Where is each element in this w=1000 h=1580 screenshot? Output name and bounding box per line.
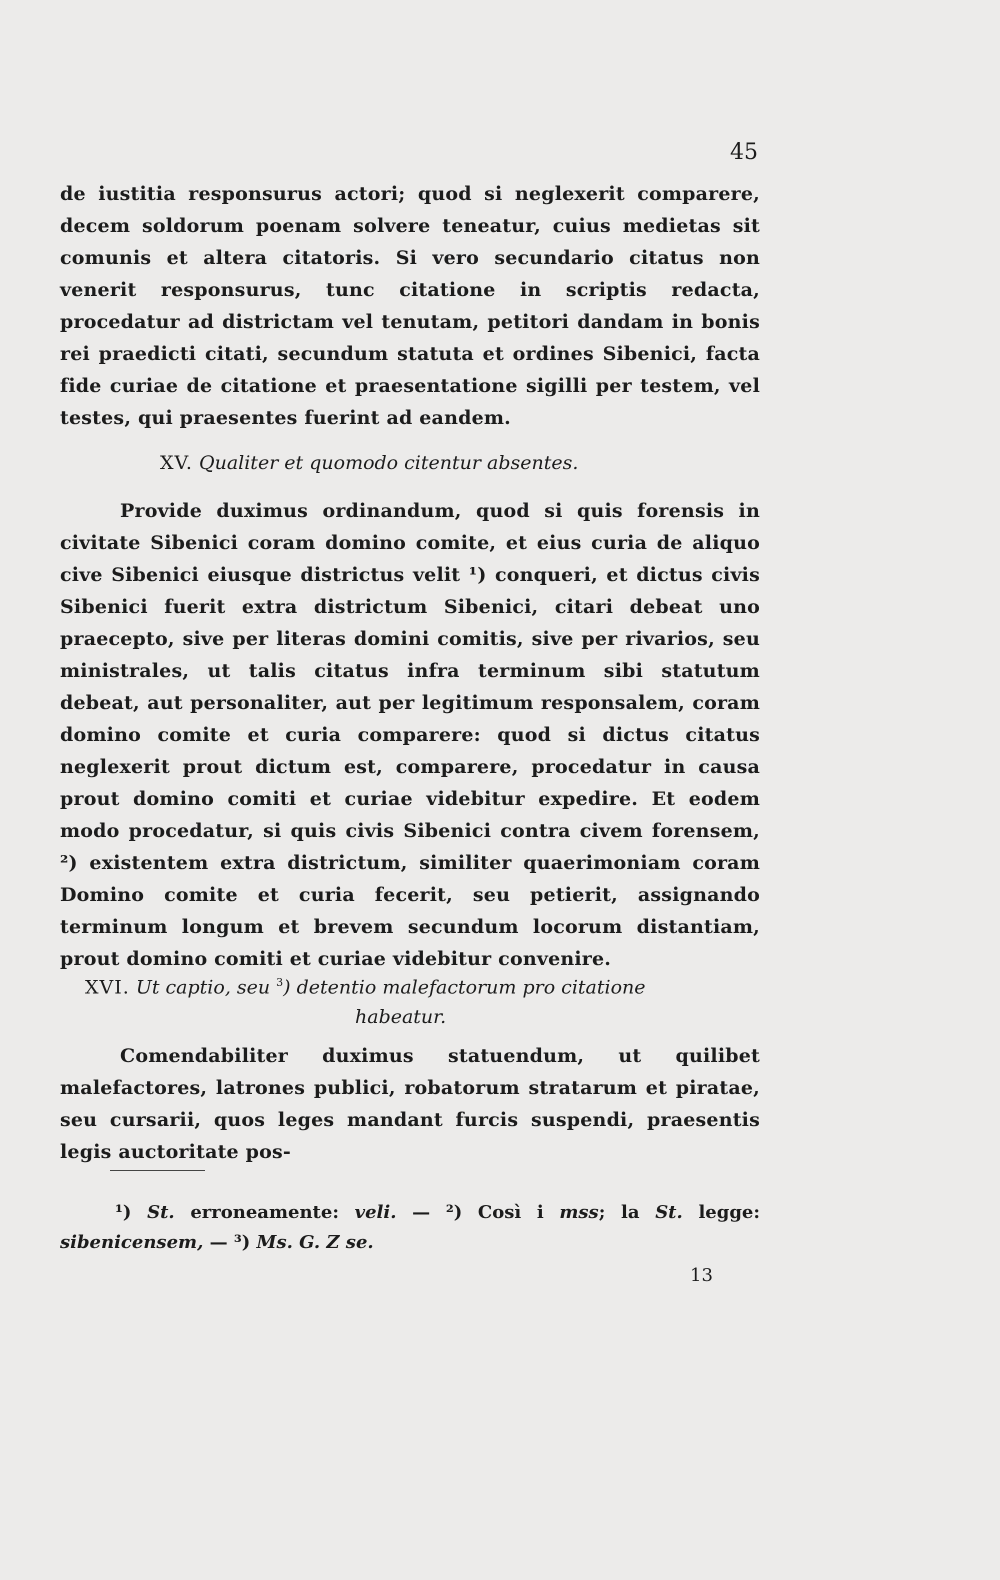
paragraph-2-text-b: ) conqueri, et dictus civis Sibenici fuerit extra districtum Sibenici, citari debeat uno praecepto, sive per literas domini comitis, sive per rivarios, seu ministrales, ut talis citatus infra terminum sibi statutum debeat, aut personaliter, aut per legitimum responsalem, coram domino comite et curia comparere: quod si dictus citatus neglexerit prout dictum est, comparere, procedatur in causa prout domino comiti et curiae videbitur expedire. Et eodem modo procedatur, si quis civis Sibenici contra civem forensem, xyxy=(60,564,760,842)
paragraph-3: Comendabiliter duximus statuendum, ut quilibet malefactores, latrones publici, robatorum stratarum et piratae, seu cursarii, quos leges mandant furcis suspendi, praesentis legis auctoritate pos- xyxy=(60,1045,760,1163)
section-title-b: ) detentio malefactorum pro citatione xyxy=(283,976,646,999)
fn-italic: sibenicensem, xyxy=(60,1232,204,1253)
section-title: Qualiter et quomodo citentur absentes. xyxy=(199,452,579,474)
section-heading-xv xyxy=(160,448,660,478)
footnote-ref-3: 3 xyxy=(276,976,284,989)
footnote-1 xyxy=(60,1198,760,1258)
page-number: 45 xyxy=(730,140,758,165)
section-title-c: habeatur. xyxy=(355,1006,447,1029)
section-number: XVI. xyxy=(85,976,130,999)
footnote-divider xyxy=(110,1170,205,1171)
fn-text: ) xyxy=(122,1202,148,1223)
fn-text: — ²) Così i xyxy=(396,1202,560,1223)
fn-text: erroneamente: xyxy=(174,1202,355,1223)
fn-italic: St. xyxy=(655,1202,683,1223)
section-number: XV. xyxy=(160,452,193,474)
footnote-ref-2: ² xyxy=(60,852,69,874)
signature-mark: 13 xyxy=(690,1265,713,1286)
footnote-ref-1: ¹ xyxy=(468,564,478,586)
fn-text: legge: xyxy=(682,1202,761,1223)
section-heading-xvi xyxy=(85,968,735,1032)
fn-mark: ¹ xyxy=(115,1202,123,1223)
fn-italic: mss xyxy=(559,1202,599,1223)
fn-text: — ³) xyxy=(203,1232,257,1253)
fn-text: ; la xyxy=(598,1202,656,1223)
fn-italic: St. xyxy=(147,1202,175,1223)
fn-italic: Ms. G. Z se. xyxy=(256,1232,374,1253)
paragraph-2-text-a: Provide duximus ordinandum, quod si quis forensis in civitate Sibenici coram domino comite, et eius curia de aliquo cive Sibenici eiusque districtus velit xyxy=(60,500,760,586)
paragraph-2 xyxy=(60,495,760,975)
paragraph-2-text-c: ) existentem extra districtum, similiter quaerimoniam coram Domino comite et curia fecerit, seu petierit, assignando terminum longum et brevem secundum locorum distantiam, prout domino comiti et curiae videbitur convenire. xyxy=(60,852,760,970)
footnotes xyxy=(60,1198,760,1258)
section-title-a: Ut captio, seu xyxy=(135,976,277,999)
paragraph-1: de iustitia responsurus actori; quod si neglexerit comparere, decem soldorum poenam solvere teneatur, cuius medietas sit comunis et altera citatoris. Si vero secundario citatus non venerit responsurus, tunc citatione in scriptis redacta, procedatur ad districtam vel tenutam, petitori dandam in bonis rei praedicti citati, secundum statuta et ordines Sibenici, facta fide curiae de citatione et praesentatione sigilli per testem, vel testes, qui praesentes fuerint ad eandem. xyxy=(60,183,760,429)
fn-italic: veli. xyxy=(354,1202,397,1223)
